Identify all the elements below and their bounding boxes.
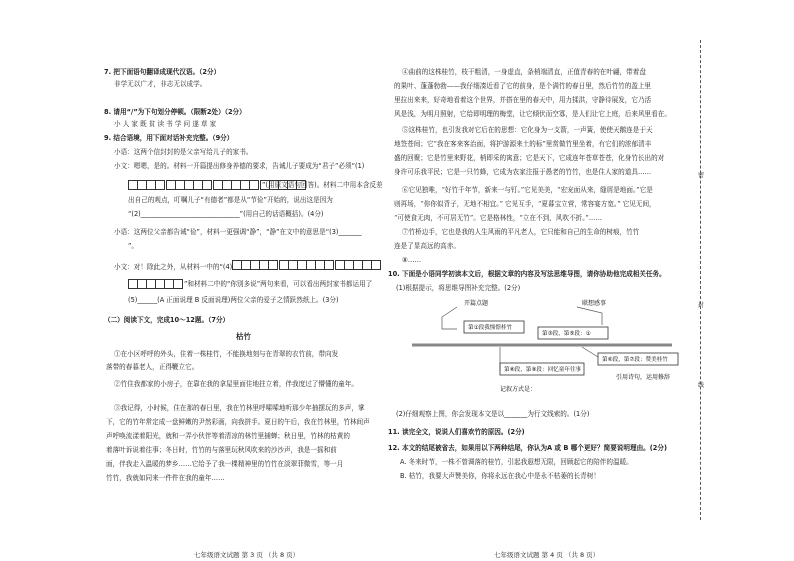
q12-option-b: B. 枯竹，我要大声赞美你，你将永远在我心中是永不枯萎的长青树！ [400, 472, 600, 480]
q9-line: 小文：对！除此之外，从材料一中的“(4) [114, 263, 233, 271]
article-para: 下，它的竹年常定成一盘鲜嫩的尹然彩画，向我拼手。夏日的午后，我在竹林里，竹林间声 [106, 418, 370, 426]
article-para: 的果叶、蓬蓬勃勃——我仔细凑近看了它的前身，是个满竹的春日里，然后竹竹的盈上里 [394, 82, 652, 90]
article-para: 里拉出来来，好奇地看着这个世界，并搭在里的春天中，用力揉洪，守静待展发，它乃活 [394, 96, 652, 104]
article-para: 落带的春暮老人，正得鞭立它。 [106, 363, 199, 371]
q10-stem: 10. 下面是小语同学初读本文后，根据文章的内容及写法思维导图，请你协助他完成相关任务。 [388, 270, 666, 278]
q9-line: ”(用原文语句回答)。材料二中用本含反差 [262, 181, 383, 189]
binding-char: 密 [698, 172, 705, 179]
article-para: 盛的回聚；它是竹里来野花，梢即采的寓意；它是天下，它成连年苍草苍苍，化身竹长出的对 [394, 154, 665, 162]
page-footer: 七年级语文试题 第 3 页 （共 8 页） [194, 551, 300, 559]
mindmap-bottom-right: 引用诗句，运用修辞 [616, 374, 671, 381]
mindmap-bottom-left: 记叙方式是： [500, 386, 537, 393]
answer-grid[interactable] [232, 260, 380, 270]
q12-option-a: A. 冬来时节，一株不曾调落的桂竹，引起我遐想无限，回顾起它的陪伴的温暖。 [400, 458, 633, 466]
binding-char: 封 [698, 302, 705, 309]
article-para: ⑦竹桥边手，它也是我的人生风雨的平凡老人，它只能和自己的生命的树痕，竹竹 [402, 228, 640, 236]
article-para: ⑥它见独唯，“好竹千年节，新来一与钉。”它见美美，“宏宠面从来，缝屑是地面。”它是 [402, 186, 653, 194]
article-para: 竹竹，我就如同来一件件在我的童年…… [106, 474, 225, 482]
article-para: ⑧…… [402, 256, 422, 264]
q9-line: 小语：这两位父亲都告诫“俭”，材料一更强调“静”，“静”在文中的意思是“(3)_______ [114, 228, 362, 236]
binding-char: 线 [698, 382, 705, 389]
article-para: 风是浅，为明月照射，它给即明理的梅堂，让它倾伏而空寡，是人们让它上庭，后来风里看在。 [394, 110, 671, 118]
binding-line [700, 40, 713, 520]
answer-grid[interactable] [128, 279, 182, 289]
mindmap-box-text: 第⑥段，第⑦段：赞美桂竹 [602, 357, 668, 363]
article-para: 身许可乐我平民；它是一只竹蜂，它成为农家注报于愚老的竹竹，也是住人家的道具…… [394, 168, 652, 176]
q7-text: 非学无以广才，非志无以成学。 [114, 80, 207, 88]
section2-heading: （二）阅读下文，完成10～12题。（7分） [104, 316, 230, 324]
q9-line: ”和材料二中的“你别多说”两句来看，可以看出两封家书都运用了 [184, 280, 373, 288]
q8-text: 小 人 家 既 贫 读 书 学 问 遂 草 家 [114, 120, 217, 128]
article-para: ②竹住我都家的小房子，在靠在我的拿屋里面住地拄立着，伴我度过了懵懂的童年。 [114, 380, 358, 388]
q7-stem: 7. 把下面语句翻译成现代汉语。（2分） [104, 68, 221, 76]
q10-sub1: (1)根据提示，将思维导图补充完整。(2分) [396, 284, 521, 292]
q11: 11. 读完全文，说说人们喜欢竹的原因。(2分) [388, 428, 525, 436]
page-footer: 七年级语文试题 第 4 页 （共 8 页） [494, 551, 600, 559]
mindmap-box-text: 第③段，第⑤段：① [542, 331, 591, 337]
article-para: “可使食无肉，不可居无竹”。它是格林性，“立在不到，风吹不折。”…… [394, 214, 602, 222]
article-para: ④曲前的这株桂竹，枝干粗清，一身虚直，条梢端清直，正值青春的在叶翩，带着盘 [402, 68, 646, 76]
article-para: 着落叶诉说着往事；冬日时，竹竹的与落里玩秋风吹来的沙沙声，我是一摇和前 [106, 446, 337, 454]
q9-line: ”。 [128, 242, 139, 250]
q9-line: 出自己的观点，叮嘱儿子“有德者”都是从“节俭”开始的，说出这是因为 [128, 196, 333, 204]
article-title: 枯竹 [236, 332, 251, 341]
mindmap-box-text: 第⑧段，第⑨段：回忆童年往事 [504, 367, 582, 373]
article-para: 则再场，“你你似背子，无地不相宜。” 它见互手，“夏暮宝立营，常容宴方宽。” 它见无间， [394, 200, 656, 208]
q9-line: (5)______(A 正面说理 B 反面说理)两位父亲的爱子之情跃然纸上。(3分) [128, 296, 339, 304]
q9-line: 小文：嗯嗯，是的。材料一开篇提出修身养德的要求，告诫儿子要成为“君子”必须“(1) [114, 162, 365, 170]
mindmap-left-label: 开篇点题 [464, 300, 489, 307]
q12-stem: 12. 本文的结尾被省去，如果用以下两种结尾，你认为A 或 B 哪个更好？简要说明理由。(2分) [388, 444, 667, 452]
mindmap-box-text: 第①段我憧憬桂竹 [468, 325, 513, 331]
article-para: 连是了显高远的高赤。 [394, 242, 460, 250]
article-para: 面，伴我走入温暖的梦乡……它给予了我一棵精神里的竹竹在淡翠菲微雪，等一月 [106, 460, 344, 468]
q9-stem: 9. 结合语境，用下面对话补充完整。（9分） [104, 134, 234, 142]
q9-line: “(2)______________________________”(用自己的话语概括)。(4分) [128, 210, 324, 218]
article-para: 地签苍间；它“我在客来客治面，将护游源来土的标”里赏做竹里坐着，有它们的浓郁清丰 [394, 140, 652, 148]
mindmap-right-label: 联想感事 [582, 300, 607, 307]
article-para: 声呼唤流漾着阳光，就和一弄小伙伴等着清凉的林竹里捕蝉；秋日里，竹林的枯黄的 [106, 432, 350, 440]
mind-map [402, 295, 692, 405]
article-para: ⑤这株桂竹，也引发我对它后在的思想：它化身为一支箭，一声簧，使使天鹅连是于天 [402, 126, 653, 134]
article-para: ③我记得，小时候，住在那的春日里，我在竹林里呼嗦嗦地听那少年抽摆玩的多声，掌 [114, 404, 365, 412]
q9-line: 小语：这两个信封封的是父亲写给儿子的家书。 [114, 148, 253, 156]
q10-sub2: (2)仔细观察上图，你会发现本文是以_______为行文线索的。(1分) [396, 410, 590, 418]
q8-stem: 8. 请用“/”为下句划分停顿。（限断2处）（2分） [104, 108, 246, 116]
article-para: ①在小区呼呼的外头，住着一株桂竹，不能换地刻与在青翠的衣竹前，带向发 [114, 350, 339, 358]
